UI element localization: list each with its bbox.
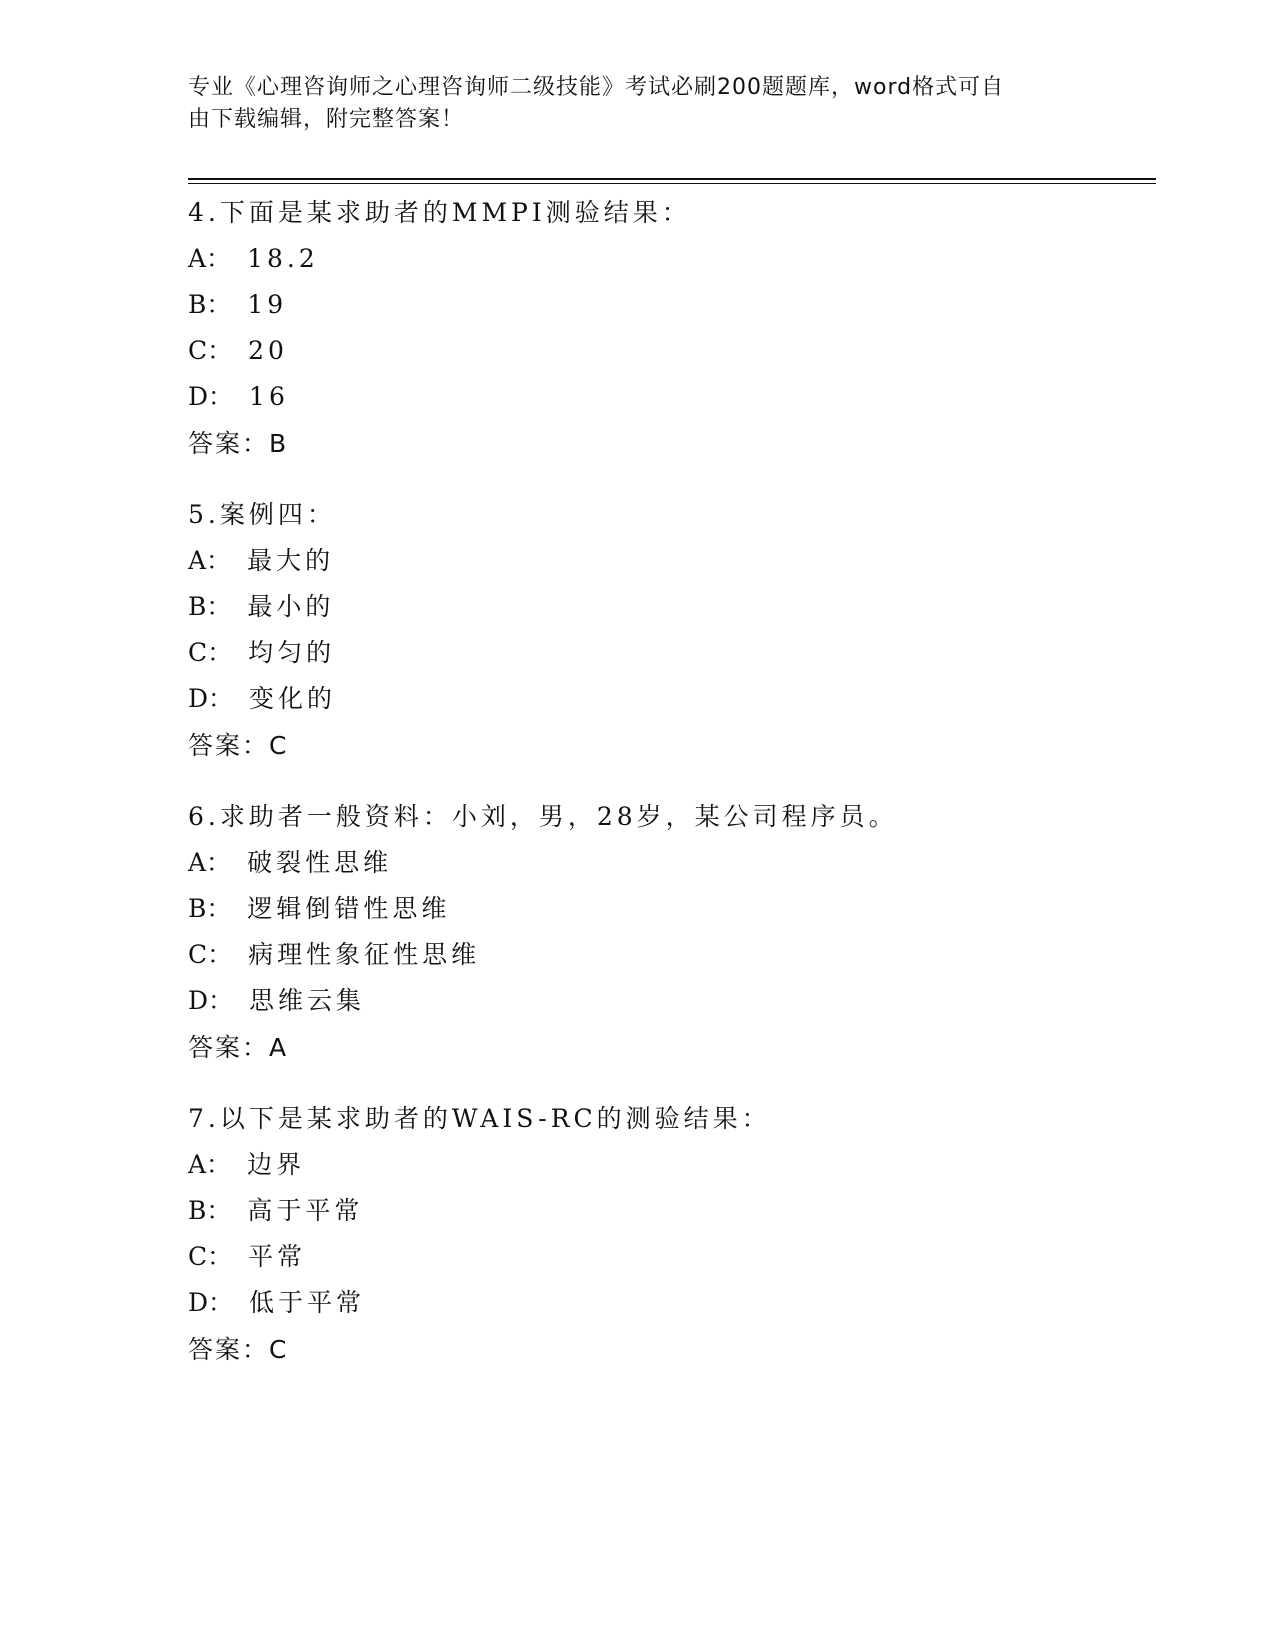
option-text: 平常: [248, 1242, 307, 1271]
answer-line: 答案：C: [188, 1335, 289, 1364]
header-divider-thick: [188, 178, 1156, 180]
option-letter: B：: [188, 290, 232, 319]
header-line-1: 专业《心理咨询师之心理咨询师二级技能》考试必刷200题题库，word格式可自: [188, 75, 1005, 100]
option-text: 高于平常: [247, 1196, 364, 1225]
header-divider-thin: [188, 183, 1156, 184]
option-b: [188, 1188, 1156, 1234]
answer-line: 答案：B: [188, 429, 289, 458]
option-b: [188, 282, 1156, 328]
option-text: 最大的: [247, 546, 335, 575]
option-a: [188, 840, 1156, 886]
option-d: [188, 676, 1156, 722]
option-text: 变化的: [249, 684, 337, 713]
option-d: [188, 978, 1156, 1024]
question-4: [188, 190, 1156, 468]
question-stem: 5.案例四：: [188, 500, 336, 529]
option-text: 破裂性思维: [247, 848, 393, 877]
option-c: [188, 630, 1156, 676]
option-text: 边界: [247, 1150, 306, 1179]
option-a: [188, 1142, 1156, 1188]
question-stem: 4.下面是某求助者的MMPI测验结果：: [188, 198, 691, 227]
question-stem: 7.以下是某求助者的WAIS-RC的测验结果：: [188, 1104, 771, 1133]
option-letter: C：: [188, 940, 233, 969]
question-5: [188, 492, 1156, 770]
option-letter: D：: [188, 986, 234, 1015]
header-line-2: 由下载编辑，附完整答案！: [188, 107, 465, 132]
option-b: [188, 886, 1156, 932]
option-d: [188, 1280, 1156, 1326]
option-text: 均匀的: [248, 638, 336, 667]
document-header: [188, 72, 1088, 136]
question-list: [188, 190, 1156, 1398]
option-letter: A：: [188, 848, 232, 877]
option-text: 思维云集: [249, 986, 366, 1015]
question-7: [188, 1096, 1156, 1374]
option-letter: B：: [188, 894, 232, 923]
option-b: [188, 584, 1156, 630]
option-letter: A：: [188, 546, 232, 575]
option-d: [188, 374, 1156, 420]
option-a: [188, 538, 1156, 584]
question-stem: 6.求助者一般资料：小刘，男，28岁，某公司程序员。: [188, 802, 898, 831]
option-letter: D：: [188, 382, 234, 411]
option-text: 18.2: [247, 244, 319, 273]
option-letter: C：: [188, 336, 233, 365]
option-letter: C：: [188, 1242, 233, 1271]
option-letter: D：: [188, 1288, 234, 1317]
option-text: 最小的: [247, 592, 335, 621]
option-letter: D：: [188, 684, 234, 713]
option-letter: B：: [188, 592, 232, 621]
option-letter: A：: [188, 244, 232, 273]
option-a: [188, 236, 1156, 282]
question-6: [188, 794, 1156, 1072]
answer-line: 答案：C: [188, 731, 289, 760]
option-text: 19: [247, 290, 288, 319]
option-text: 20: [248, 336, 288, 365]
option-text: 逻辑倒错性思维: [247, 894, 451, 923]
option-letter: C：: [188, 638, 233, 667]
option-c: [188, 932, 1156, 978]
option-text: 低于平常: [249, 1288, 366, 1317]
option-letter: A：: [188, 1150, 232, 1179]
option-c: [188, 1234, 1156, 1280]
option-text: 16: [249, 382, 289, 411]
option-letter: B：: [188, 1196, 232, 1225]
answer-line: 答案：A: [188, 1033, 289, 1062]
option-text: 病理性象征性思维: [248, 940, 481, 969]
option-c: [188, 328, 1156, 374]
